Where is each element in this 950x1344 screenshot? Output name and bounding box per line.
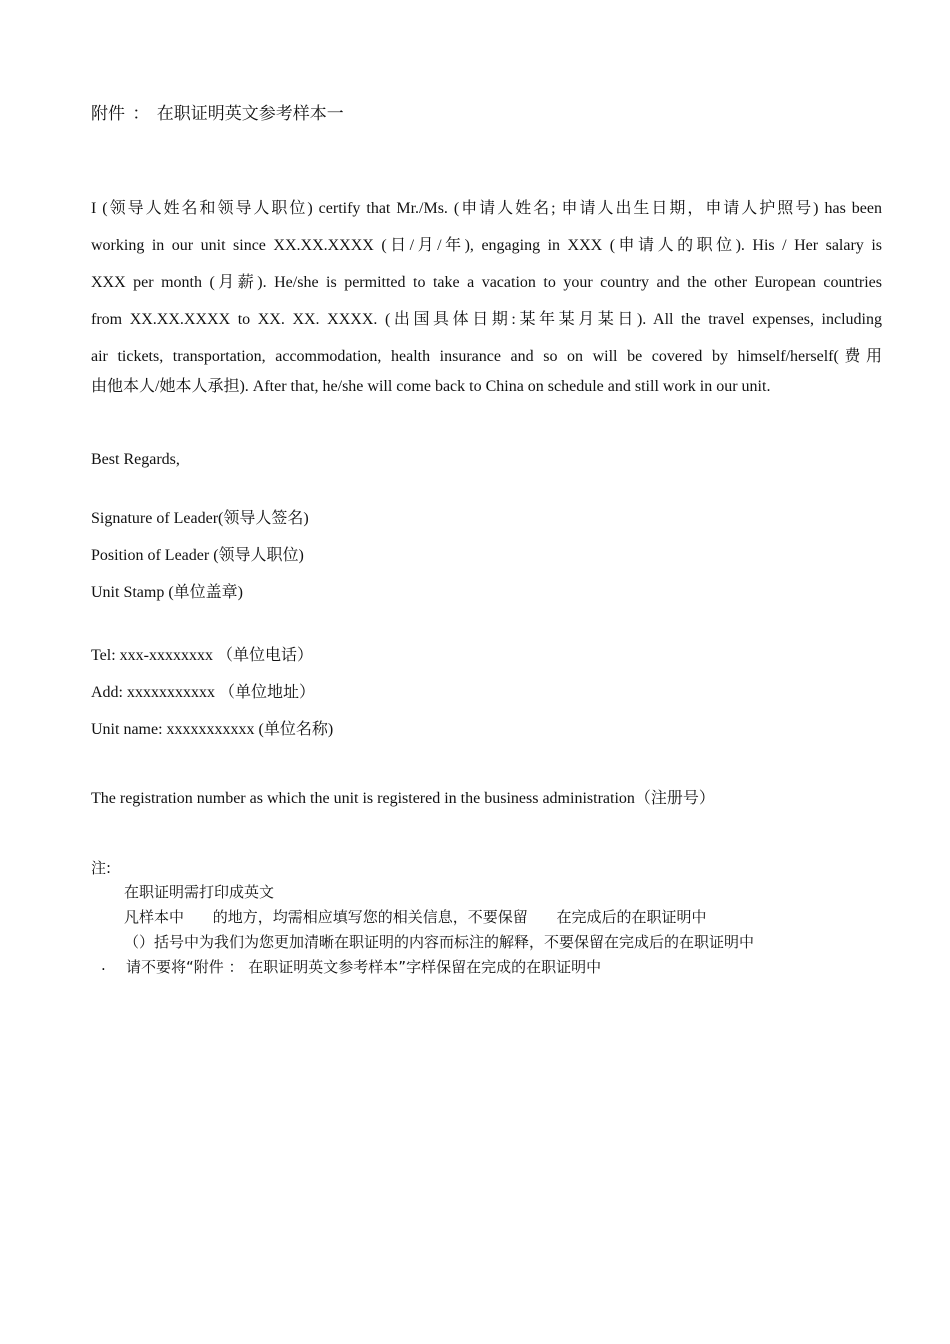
note-marker: . (101, 956, 106, 974)
note-item: 凡样本中 的地方，均需相应填写您的相关信息，不要保留 在完成后的在职证明中 (124, 908, 707, 926)
tel-line: Tel: xxx-xxxxxxxx （单位电话） (91, 647, 313, 664)
note-item: 在职证明需打印成英文 (124, 883, 275, 901)
paragraph-line: I (领导人姓名和领导人职位) certify that Mr./Ms. (申请人姓名; 申请人出生日期，申请人护照号) has been (91, 200, 882, 217)
document-title: 附件 ： 在职证明英文参考样本一 (91, 104, 344, 124)
note-item: 请不要将“附件 ： 在职证明英文参考样本”字样保留在完成的在职证明中 (126, 958, 602, 976)
paragraph-line: air tickets, transportation, accommodation, health insurance and so on will be covered by himself/herself(费用 (91, 348, 882, 365)
position-line: Position of Leader (领导人职位) (91, 547, 304, 564)
closing-text: Best Regards, (91, 451, 180, 468)
certification-paragraph (91, 190, 882, 402)
registration-line: The registration number as which the unit is registered in the business administration（注册号） (91, 790, 715, 807)
unit-name-line: Unit name: xxxxxxxxxxx (单位名称) (91, 721, 334, 738)
paragraph-line: working in our unit since XX.XX.XXXX (日/月/年), engaging in XXX (申请人的职位). His / Her salary is (91, 237, 882, 254)
notes-label: 注: (91, 859, 112, 877)
paragraph-line: 由他本人/她本人承担). After that, he/she will come back to China on schedule and still work in our unit. (91, 378, 771, 395)
stamp-line: Unit Stamp (单位盖章) (91, 584, 243, 601)
address-line: Add: xxxxxxxxxxx （单位地址） (91, 684, 316, 701)
paragraph-line: XXX per month (月薪). He/she is permitted to take a vacation to your country and the other European countries (91, 274, 882, 291)
note-item: （）括号中为我们为您更加清晰在职证明的内容而标注的解释，不要保留在完成后的在职证明中 (124, 933, 755, 951)
signature-line: Signature of Leader(领导人签名) (91, 510, 309, 527)
paragraph-line: from XX.XX.XXXX to XX. XX. XXXX. (出国具体日期:某年某月某日). All the travel expenses, including (91, 311, 882, 328)
